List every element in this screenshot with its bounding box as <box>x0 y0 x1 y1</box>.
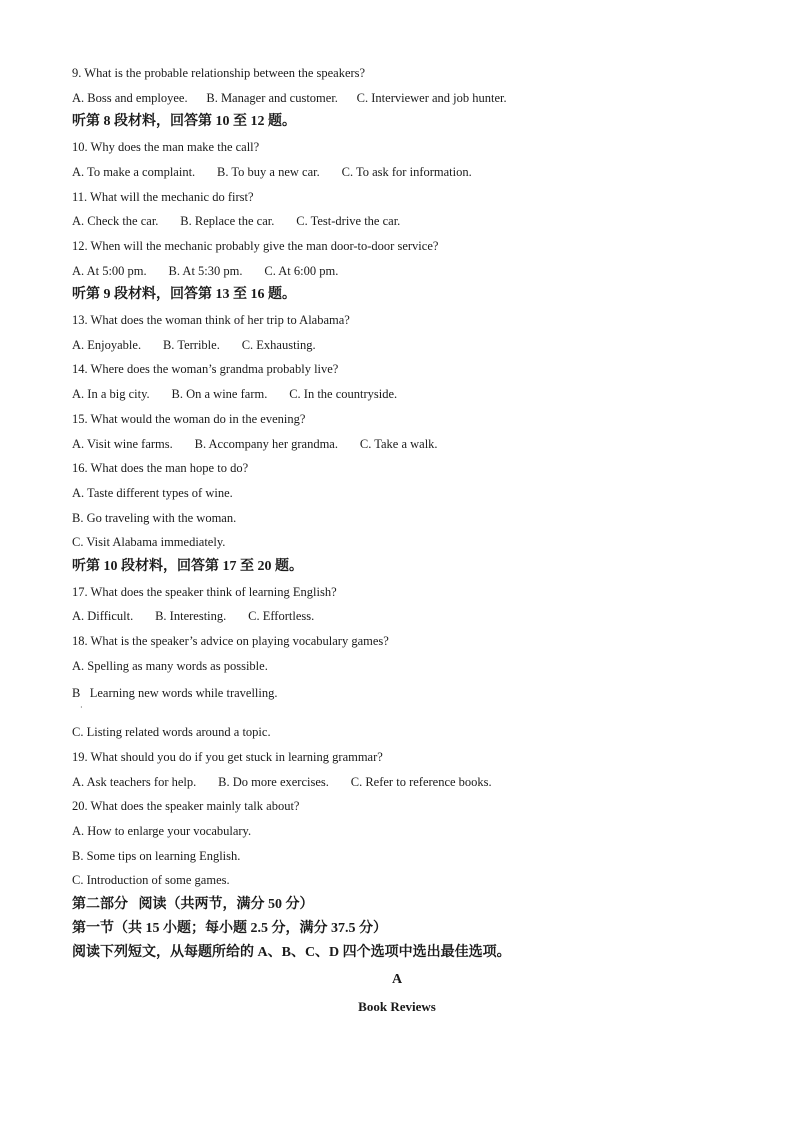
line-q9: 9. What is the probable relationship between the speakers? <box>72 66 366 80</box>
line-q17-options: A. Difficult. B. Interesting. C. Effortless. <box>72 609 315 623</box>
line-q10-options: A. To make a complaint. B. To buy a new car. C. To ask for information. <box>72 165 472 179</box>
line-q12: 12. When will the mechanic probably give the man door-to-door service? <box>72 239 439 253</box>
stray-dot: · <box>80 703 83 712</box>
passage-title: Book Reviews <box>358 999 436 1014</box>
line-q13: 13. What does the woman think of her trip to Alabama? <box>72 313 350 327</box>
line-q14: 14. Where does the woman’s grandma probably live? <box>72 362 339 376</box>
line-q20-option-b: B. Some tips on learning English. <box>72 849 241 863</box>
reading-instructions: 阅读下列短文，从每题所给的 A、B、C、D 四个选项中选出最佳选项。 <box>72 945 511 960</box>
line-q18-option-c: C. Listing related words around a topic. <box>72 725 271 739</box>
part-two-heading: 第二部分 阅读（共两节，满分 50 分） <box>72 897 314 912</box>
line-q18: 18. What is the speaker’s advice on playing vocabulary games? <box>72 634 389 648</box>
section-heading-8: 听第 8 段材料，回答第 10 至 12 题。 <box>72 114 296 129</box>
passage-letter: A <box>391 972 403 987</box>
line-q17: 17. What does the speaker think of learning English? <box>72 585 337 599</box>
line-q16-option-c: C. Visit Alabama immediately. <box>72 535 226 549</box>
line-q11-options: A. Check the car. B. Replace the car. C. Test-drive the car. <box>72 214 401 228</box>
line-q12-options: A. At 5:00 pm. B. At 5:30 pm. C. At 6:00 pm. <box>72 264 339 278</box>
line-q19-options: A. Ask teachers for help. B. Do more exercises. C. Refer to reference books. <box>72 775 492 789</box>
line-q15: 15. What would the woman do in the evening? <box>72 412 306 426</box>
line-q20-option-c: C. Introduction of some games. <box>72 873 230 887</box>
line-q20-option-a: A. How to enlarge your vocabulary. <box>72 824 252 838</box>
section-heading-9: 听第 9 段材料，回答第 13 至 16 题。 <box>72 287 296 302</box>
line-q19: 19. What should you do if you get stuck in learning grammar? <box>72 750 383 764</box>
section-heading-10: 听第 10 段材料，回答第 17 至 20 题。 <box>72 559 303 574</box>
line-q13-options: A. Enjoyable. B. Terrible. C. Exhausting. <box>72 338 316 352</box>
line-q16-option-b: B. Go traveling with the woman. <box>72 511 237 525</box>
line-q11: 11. What will the mechanic do first? <box>72 190 254 204</box>
line-q15-options: A. Visit wine farms. B. Accompany her grandma. C. Take a walk. <box>72 437 438 451</box>
line-q18-option-b: B Learning new words while travelling. <box>72 686 278 700</box>
line-q18-option-a: A. Spelling as many words as possible. <box>72 659 268 673</box>
line-q10: 10. Why does the man make the call? <box>72 140 260 154</box>
section-one-heading: 第一节（共 15 小题；每小题 2.5 分，满分 37.5 分） <box>72 921 387 936</box>
line-q9-options: A. Boss and employee. B. Manager and customer. C. Interviewer and job hunter. <box>72 91 507 105</box>
line-q16: 16. What does the man hope to do? <box>72 461 249 475</box>
line-q14-options: A. In a big city. B. On a wine farm. C. In the countryside. <box>72 387 398 401</box>
line-q20: 20. What does the speaker mainly talk about? <box>72 799 300 813</box>
line-q16-option-a: A. Taste different types of wine. <box>72 486 233 500</box>
